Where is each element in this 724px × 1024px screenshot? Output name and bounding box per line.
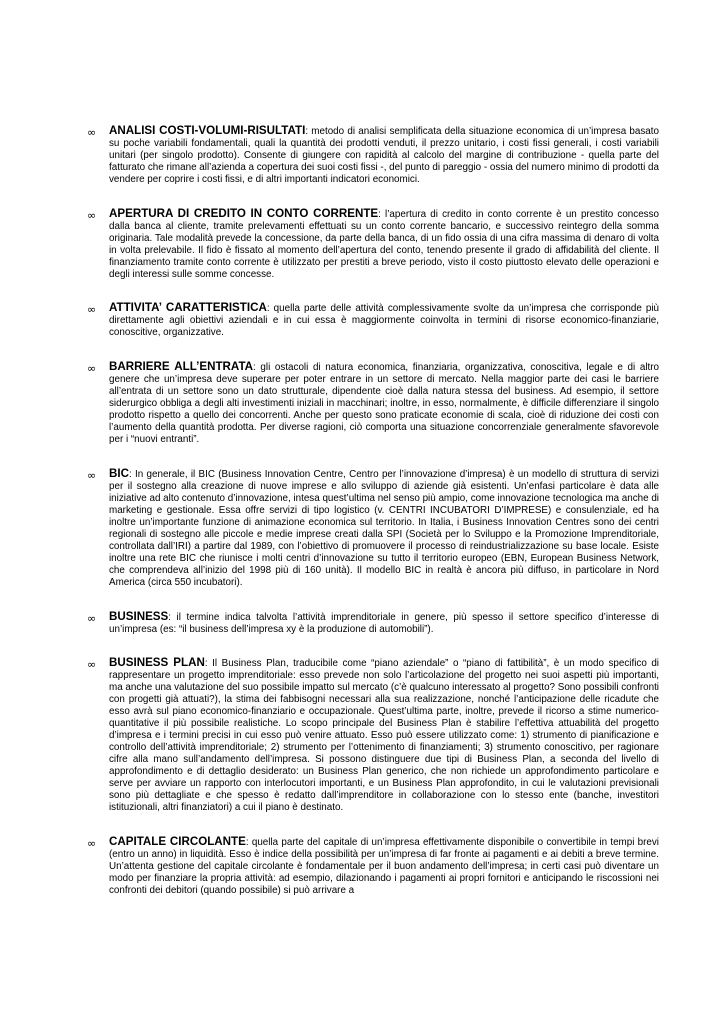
infinity-bullet-icon: ∞	[87, 611, 97, 625]
entry-term: APERTURA DI CREDITO IN CONTO CORRENTE	[109, 206, 379, 220]
entry-definition: : quella parte delle attività complessivamente svolte da un’impresa che corrisponde più direttamente agli obiettivi aziendali e in cui essa è maggiormente coinvolta in termini di risorse economico-finanziarie, conoscitive, organizzative.	[109, 303, 659, 339]
entry-definition: : il termine indica talvolta l’attività imprenditoriale in genere, più spesso il settore specifico d’interesse di un’impresa (es: “il business dell’impresa xy è la produzione di automobili”).	[109, 611, 659, 635]
glossary-entry	[87, 836, 659, 897]
entry-term: ANALISI COSTI-VOLUMI-RISULTATI	[109, 124, 306, 137]
glossary-entry	[87, 361, 659, 446]
entry-definition: : gli ostacoli di natura economica, finanziaria, organizzativa, conoscitiva, legale e di altro genere che un’impresa deve superare per poter entrare in un settore di mercato. Nella maggior parte dei casi le barriere all’entrata di un settore sono un dato strutturale, dipendente cioè dalla natura stessa del business. Ad esempio, il settore siderurgico obbliga a degli alti investimenti iniziali in macchinari; inoltre, in esso, normalmente, è difficile differenziare il singolo prodotto rispetto a quello dei concorrenti. Anche per questo sono praticate economie di scala, cioè di riduzione dei costi con l’aumento della quantità prodotta. Per diverse ragioni, ciò comporta una situazione concorrenziale generalmente sfavorevole per i “nuovi entranti”.	[109, 362, 659, 446]
entry-definition: : Il Business Plan, traducibile come “piano aziendale” o “piano di fattibilità”, è un modo specifico di rappresentare un progetto imprenditoriale: esso prevede non solo l’articolazione del progetto nei suoi aspetti più importanti, ma anche una valutazione del suo possibile impatto sul mercato (c’è qualcuno interessato al progetto? Sono possibili confronti con progetti già attuati?), la stima dei fabbisogni necessari alla sua realizzazione, nonché l’anticipazione delle ricadute che esso avrà sul piano economico-finanziario e occupazionale. Quest’ultima parte, inoltre, prevede il ricorso a stime numerico-quantitative il più possibile realistiche. Lo scopo principale del Business Plan è stabilire l’effettiva attuabilità del progetto d’impresa e i termini precisi in cui esso può venire attuato. Esso può essere utilizzato come: 1) strumento di pianificazione e controllo dell’attività imprenditoriale; 2) strumento per l’ottenimento di finanziamenti; 3) strumento conoscitivo, per ragionare cifre alla mano sull’andamento dell’impresa. Si possono distinguere due tipi di Business Plan, a seconda del livello di approfondimento e di dettaglio desiderato: un Business Plan generico, che non richiede un approfondimento particolare e serve per avviare un rapporto con interlocutori importanti, e un Business Plan approfondito, in cui le valutazioni previsionali sono più dettagliate e che spesso è redatto dall’imprenditore in collaborazione con lo stesso ente (banche, investitori istituzionali, altri finanziatori) a cui il piano è destinato.	[109, 658, 659, 813]
entry-paragraph	[109, 361, 659, 446]
entry-definition: : quella parte del capitale di un’impresa effettivamente disponibile o convertibile in tempi brevi (entro un anno) in liquidità. Esso è indice della possibilità per un’impresa di far fronte ai pagamenti e ai debiti a breve termine. Un’attenta gestione del capitale circolante è fondamentale per il buon andamento dell’impresa; in certi casi può diventare un modo per finanziare la propria attività: ad esempio, dilazionando i pagamenti ai propri fornitori e anticipando le riscossioni nei confronti dei debitori (quando possibile) si può arrivare a	[109, 836, 659, 896]
entry-paragraph	[109, 836, 659, 897]
glossary-entry	[87, 657, 659, 813]
glossary-entry	[87, 208, 659, 281]
entry-definition: : In generale, il BIC (Business Innovation Centre, Centro per l’innovazione d’impresa) è un modello di struttura di servizi per il sostegno alla creazione di nuove imprese e allo sviluppo di aziende già esistenti. Un’enfasi particolare è data alle iniziative ad alto contenuto d’innovazione, intesa quest’ultima nel senso più ampio, come innovazione tecnologica ma anche di marketing e gestionale. Essa offre servizi di tipo logistico (v. CENTRI INCUBATORI D’IMPRESE) e consulenziale, ed ha inoltre un’importante funzione di animazione economica sul territorio. In Italia, i Business Innovation Centres sono dei centri regionali di sostegno alle piccole e medie imprese creati dalla SPI (Società per lo Sviluppo e la Promozione Imprenditoriale, controllata dall’IRI) a partire dal 1989, con l’obiettivo di promuovere il processo di reindustrializzazione su base locale. Esiste inoltre una rete BIC che riunisce i molti centri d’innovazione su tutto il territorio europeo (EBN, European Business Network, che comprendeva all’inizio del 1998 più di 160 unità). Il modello BIC in realtà è ancora più diffuso, in particolare in Nord America (circa 550 incubatori).	[109, 469, 659, 588]
entry-term: ATTIVITA’ CARATTERISTICA	[109, 301, 267, 315]
glossary-entry	[87, 468, 659, 589]
infinity-bullet-icon: ∞	[87, 208, 97, 222]
glossary-entry	[87, 125, 659, 186]
entry-term: CAPITALE CIRCOLANTE	[109, 834, 246, 848]
entry-term: BARRIERE ALL’ENTRATA	[109, 360, 254, 374]
infinity-bullet-icon: ∞	[87, 469, 97, 483]
glossary-list	[87, 125, 659, 897]
infinity-bullet-icon: ∞	[87, 303, 97, 317]
entry-term: BUSINESS PLAN	[109, 656, 205, 670]
entry-term: BUSINESS	[109, 609, 169, 623]
entry-paragraph	[109, 125, 659, 186]
entry-definition: : metodo di analisi semplificata della situazione economica di un’impresa basato su poche variabili fondamentali, quali la quantità dei prodotti venduti, il prezzo unitario, i costi fissi generali, i costi variabili unitari (per singolo prodotto). Consente di giungere con rapidità al calcolo del margine di contribuzione - quella parte del fatturato che rimane all’azienda a copertura dei suoi costi fissi -, del punto di pareggio - ossia del numero minimo di prodotti da vendere per coprire i costi fissi, e di altri importanti indicatori economici.	[109, 126, 659, 185]
entry-paragraph	[109, 611, 659, 636]
entry-term: BIC	[109, 467, 129, 481]
glossary-entry	[87, 302, 659, 339]
glossary-entry	[87, 611, 659, 636]
infinity-bullet-icon: ∞	[87, 362, 97, 376]
entry-paragraph	[109, 468, 659, 589]
entry-paragraph	[109, 657, 659, 813]
infinity-bullet-icon: ∞	[87, 126, 97, 139]
infinity-bullet-icon: ∞	[87, 836, 97, 850]
entry-paragraph	[109, 302, 659, 339]
entry-definition: : l’apertura di credito in conto corrente è un prestito concesso dalla banca al cliente, tramite prelevamenti effettuati su un conto corrente bancario, e successivo reintegro della somma originaria. Tale modalità prevede la concessione, da parte della banca, di un fido ossia di una cifra massima di denaro di volta in volta prelevabile. Il fido è fissato al momento dell’apertura del conto, tenendo presente il grado di affidabilità del cliente. Il finanziamento tramite conto corrente è utilizzato per prestiti a breve periodo, visto il costo piuttosto elevato delle operazioni e degli interessi sulle somme concesse.	[109, 208, 659, 280]
infinity-bullet-icon: ∞	[87, 658, 97, 672]
entry-paragraph	[109, 208, 659, 281]
